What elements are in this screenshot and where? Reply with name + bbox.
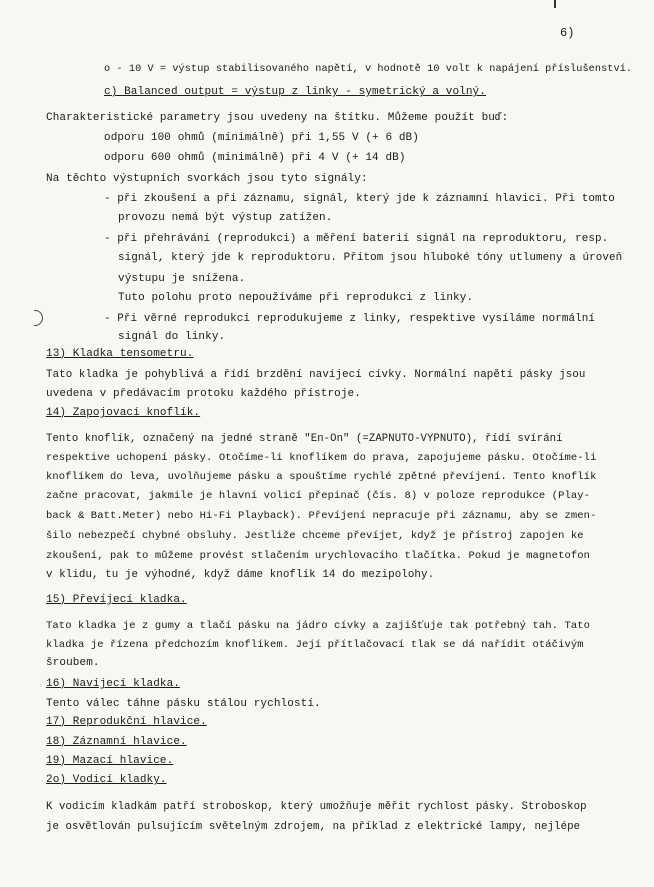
- text-line: šilo nebezpečí chybné obsluhy. Jestliže chceme převíjet, když je přístroj zapojen ke: [46, 530, 584, 542]
- text-line: provozu nemá být výstup zatížen.: [118, 212, 333, 224]
- section-heading: 2o) Vodicí kladky.: [46, 774, 167, 786]
- text-line: uvedena v předávacím protoku každého přístroje.: [46, 388, 361, 400]
- section-heading: 19) Mazací hlavice.: [46, 755, 174, 767]
- text-line: šroubem.: [46, 657, 100, 669]
- text-line: zkoušení, pak to můžeme provést stlačením urychlovacího tlačítka. Pokud je magnetofon: [46, 550, 591, 562]
- punch-hole-mark: [34, 310, 43, 326]
- text-line: kladka je řízena předchozím knoflíkem. Její přítlačovací tlak se dá nařídit otáčivým: [46, 639, 584, 651]
- text-line: back & Batt.Meter) nebo Hi-Fi Playback). Převíjení nepracuje při záznamu, aby se zmen-: [46, 510, 597, 522]
- text-line: Tento knoflík, označený na jedné straně "En-On" (=ZAPNUTO-VYPNUTO), řídí svírání: [46, 433, 563, 445]
- section-heading: 13) Kladka tensometru.: [46, 348, 194, 360]
- section-heading: c) Balanced output = výstup z linky - symetrický a volný.: [104, 86, 486, 98]
- page-number: 6): [560, 26, 575, 40]
- text-line: Tato kladka je pohyblivá a řídí brzdění navíjecí cívky. Normální napětí pásky jsou: [46, 369, 586, 381]
- text-line: respektive uchopení pásky. Otočíme-li knoflíkem do prava, zapojujeme pásku. Otočíme-li: [46, 452, 597, 464]
- section-heading: 17) Reprodukční hlavice.: [46, 716, 207, 728]
- text-line: odporu 100 ohmů (minimálně) při 1,55 V (+ 6 dB): [104, 132, 419, 144]
- text-line: výstupu je snížena.: [118, 273, 246, 285]
- text-line: odporu 600 ohmů (minimálně) při 4 V (+ 14 dB): [104, 152, 406, 164]
- text-line: signál, který jde k reproduktoru. Přitom jsou hluboké tóny utlumeny a úroveň: [118, 252, 623, 264]
- text-line: - při zkoušení a při záznamu, signál, který jde k záznamní hlavici. Při tomto: [104, 193, 615, 205]
- text-line: Tato kladka je z gumy a tlačí pásku na jádro cívky a zajišťuje tak potřebný tah. Tato: [46, 620, 591, 632]
- text-line: Tuto polohu proto nepoužíváme při reprodukci z linky.: [118, 292, 474, 304]
- text-line: knoflíkem do leva, uvolňujeme pásku a spouštíme rychlé zpětné převíjení. Tento knoflík: [46, 471, 597, 483]
- text-line: - při přehrávání (reprodukci) a měření baterií signál na reproduktoru, resp.: [104, 233, 609, 245]
- top-mark: [554, 0, 556, 8]
- text-line: signál do linky.: [118, 331, 226, 343]
- text-line: K vodicím kladkám patří stroboskop, který umožňuje měřit rychlost pásky. Stroboskop: [46, 801, 587, 813]
- text-line: Na těchto výstupních svorkách jsou tyto signály:: [46, 173, 368, 185]
- text-line: je osvětlován pulsujícím světelným zdrojem, na příklad z elektrické lampy, nejlépe: [46, 821, 581, 833]
- text-line: v klidu, tu je výhodné, když dáme knoflík 14 do mezipolohy.: [46, 569, 435, 581]
- text-line: o - 10 V = výstup stabilisovaného napětí, v hodnotě 10 volt k napájení příslušenství.: [104, 64, 633, 75]
- section-heading: 14) Zapojovací knoflík.: [46, 407, 201, 419]
- text-line: Tento válec táhne pásku stálou rychlostí.: [46, 698, 321, 710]
- section-heading: 15) Převíjecí kladka.: [46, 594, 187, 606]
- text-line: Charakteristické parametry jsou uvedeny na štítku. Můžeme použít buď:: [46, 112, 509, 124]
- section-heading: 18) Záznamní hlavice.: [46, 736, 187, 748]
- text-line: začne pracovat, jakmile je hlavní volicí přepinač (čís. 8) v poloze reprodukce (Play-: [46, 490, 591, 502]
- section-heading: 16) Navíjecí kladka.: [46, 678, 181, 690]
- text-line: - Při věrné reprodukci reprodukujeme z linky, respektive vysíláme normální: [104, 313, 596, 325]
